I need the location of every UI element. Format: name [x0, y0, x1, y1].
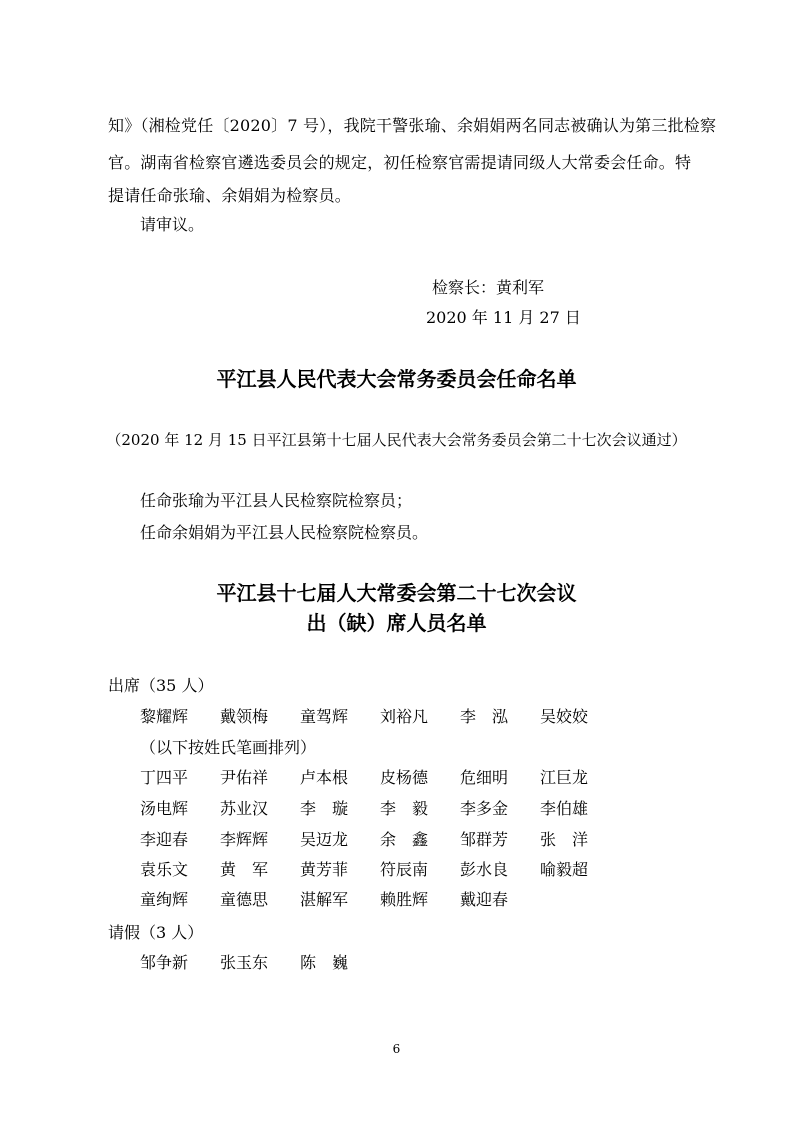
appointment-item-1: 任命张瑜为平江县人民检察院检察员； — [140, 491, 413, 510]
name-item: 吴迈龙 — [300, 830, 349, 849]
body-line-4: 请审议。 — [140, 215, 205, 234]
appointment-subtitle: （2020 年 12 月 15 日平江县第十七届人民代表大会常务委员会第二十七次会议通过） — [106, 431, 687, 449]
name-item: 邹群芳 — [460, 830, 509, 849]
present-label: 出席（35 人） — [108, 676, 214, 695]
name-item: 危细明 — [460, 768, 509, 787]
name-item: 李 璇 — [300, 799, 349, 818]
name-item: 余 鑫 — [380, 830, 429, 849]
appointment-item-2: 任命余娟娟为平江县人民检察院检察员。 — [140, 523, 429, 542]
name-item: 符辰南 — [380, 860, 429, 879]
name-item: 汤电辉 — [140, 799, 189, 818]
name-item: 黄芳菲 — [300, 860, 349, 879]
name-item: 黎耀辉 — [140, 707, 189, 726]
name-item: 邹争新 — [140, 953, 189, 972]
name-item: 童德思 — [220, 890, 269, 909]
name-item: 喻毅超 — [540, 860, 589, 879]
name-item: 湛解军 — [300, 890, 349, 909]
name-item: 李多金 — [460, 799, 509, 818]
name-item: 皮杨德 — [380, 768, 429, 787]
name-item: 童绚辉 — [140, 890, 189, 909]
body-line-2: 官。湖南省检察官遴选委员会的规定，初任检察官需提请同级人大常委会任命。特 — [108, 153, 692, 172]
name-item: 戴领梅 — [220, 707, 269, 726]
leave-label: 请假（3 人） — [108, 923, 204, 942]
name-item: 李 泓 — [460, 707, 509, 726]
name-item: 李迎春 — [140, 830, 189, 849]
name-item: 戴迎春 — [460, 890, 509, 909]
page-number: 6 — [392, 1042, 401, 1056]
name-item: 袁乐文 — [140, 860, 189, 879]
name-item: 张 洋 — [540, 830, 589, 849]
name-item: 刘裕凡 — [380, 707, 429, 726]
name-item: 卢本根 — [300, 768, 349, 787]
body-line-3: 提请任命张瑜、余娟娟为检察员。 — [108, 186, 352, 205]
name-item: 丁四平 — [140, 768, 189, 787]
order-note: （以下按姓氏笔画排列） — [140, 738, 317, 757]
attendance-title: 平江县十七届人大常委会第二十七次会议 — [216, 581, 577, 605]
name-item: 尹佑祥 — [220, 768, 269, 787]
name-item: 张玉东 — [220, 953, 269, 972]
name-item: 童驾辉 — [300, 707, 349, 726]
body-line-1: 知》（湘检党任〔2020〕7 号），我院干警张瑜、余娟娟两名同志被确认为第三批检察 — [108, 116, 717, 135]
name-item: 李 毅 — [380, 799, 429, 818]
name-item: 苏业汉 — [220, 799, 269, 818]
name-item: 吴姣姣 — [540, 707, 589, 726]
appointment-title: 平江县人民代表大会常务委员会任命名单 — [216, 367, 577, 391]
signature-date: 2020 年 11 月 27 日 — [426, 308, 581, 327]
name-item: 彭水良 — [460, 860, 509, 879]
name-item: 赖胜辉 — [380, 890, 429, 909]
name-item: 江巨龙 — [540, 768, 589, 787]
name-item: 李伯雄 — [540, 799, 589, 818]
name-item: 李辉辉 — [220, 830, 269, 849]
name-item: 黄 军 — [220, 860, 269, 879]
attendance-subtitle: 出（缺）席人员名单 — [306, 611, 487, 635]
name-item: 陈 巍 — [300, 953, 349, 972]
signature: 检察长：黄利军 — [432, 278, 545, 297]
